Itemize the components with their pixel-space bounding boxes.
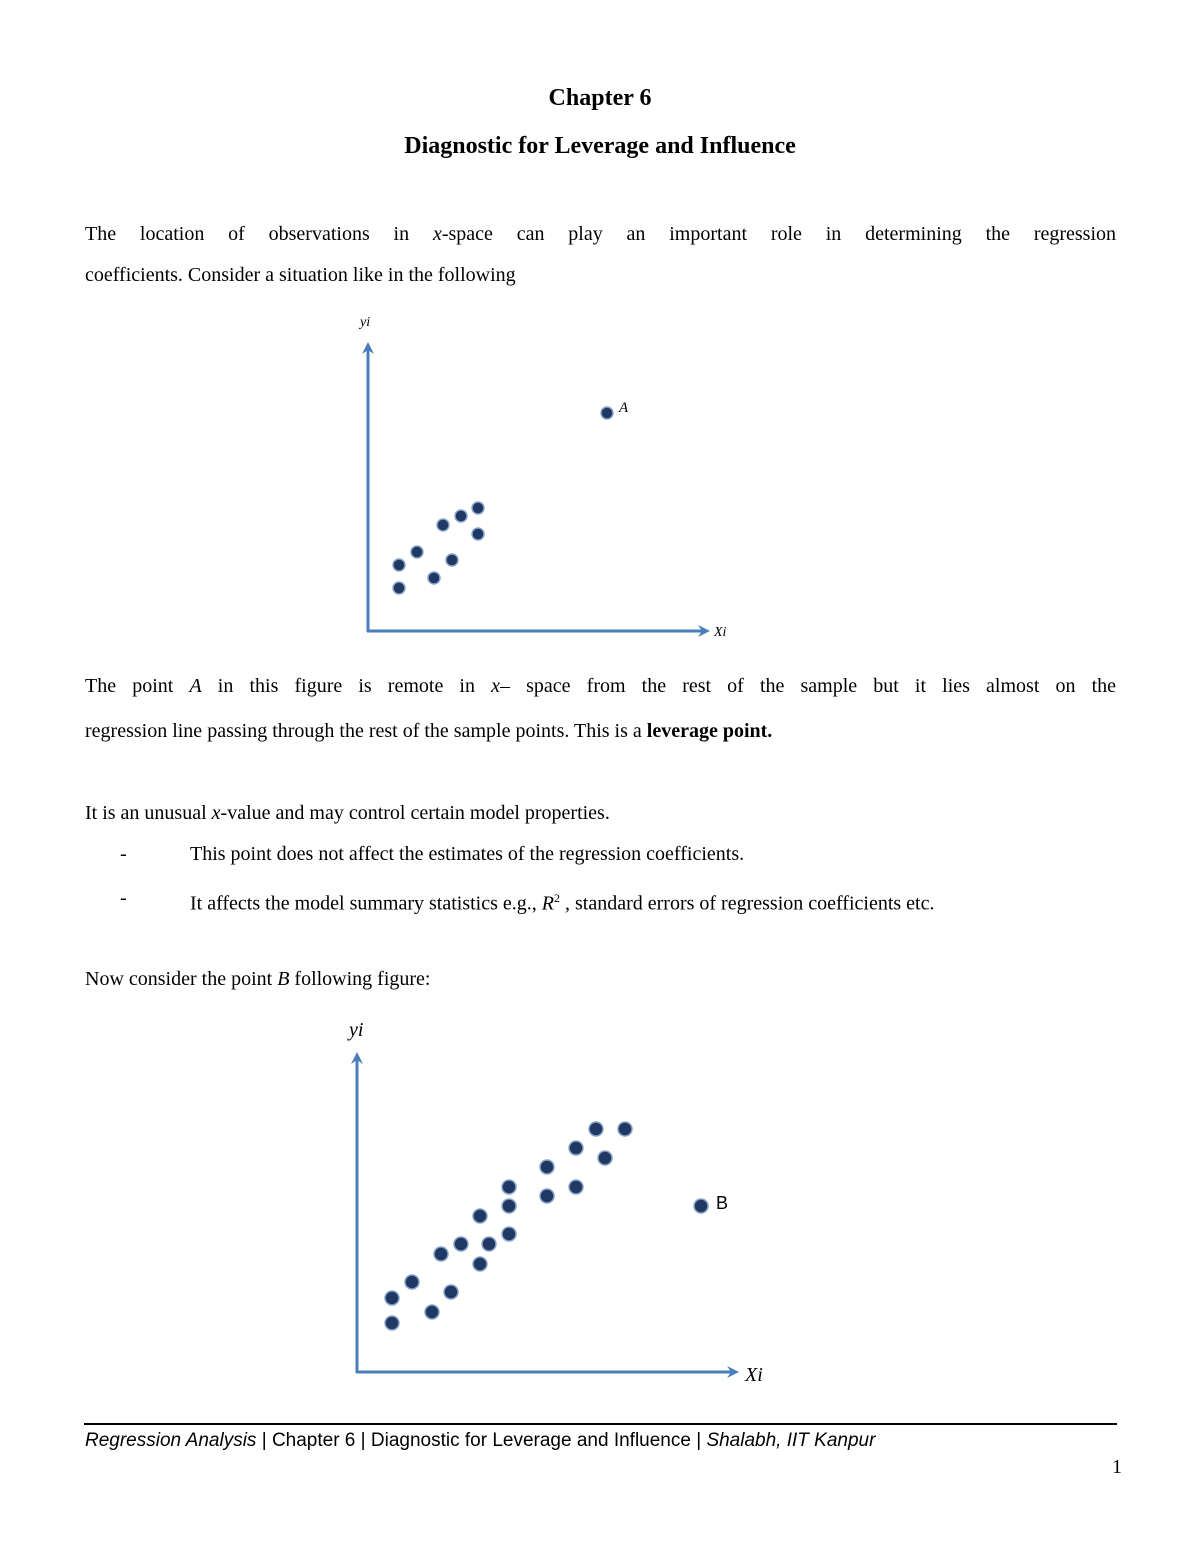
page-title: Diagnostic for Leverage and Influence [404,133,796,159]
para4-text-b: following figure: [294,968,431,990]
fig2-points-point-19 [589,1122,603,1136]
fig1-x-label: Xi [714,625,727,640]
bullet-dash: - [120,843,127,865]
para2-line2-text: regression line passing through the rest of the sample points. This is a [85,720,642,742]
para2-text-b: in this figure is remote in [217,675,475,697]
footer-topic: Diagnostic for Leverage and Influence [370,1430,691,1451]
fig2-x-label: Xi [745,1364,763,1386]
fig2-y-label: yi [349,1019,364,1041]
fig2-points-point-18 [598,1151,612,1165]
fig2-point-label-b: B [716,1193,729,1213]
fig2-points-point-14 [540,1189,554,1203]
footer-separator: | [261,1430,267,1451]
fig2-points-point-20 [618,1122,632,1136]
x-variable: x [432,223,442,245]
r-squared-var: R [541,892,554,915]
var-x: x [491,675,501,697]
fig2-points-point-8 [473,1257,487,1271]
footer-course: Regression Analysis [85,1430,257,1451]
fig2-points-point-9 [482,1237,496,1251]
footer [85,1430,875,1452]
fig2-points-point-6 [434,1247,448,1261]
fig1-point-label-a: A [619,400,629,416]
page-number: 1 [1112,1456,1122,1478]
bullet-2-text-b: , standard errors of regression coefficients etc. [565,892,935,915]
footer-author: Shalabh, IIT Kanpur [706,1430,876,1451]
bullet-dash: - [120,887,127,909]
fig2-points-point-21 [694,1199,708,1213]
footer-separator: | [696,1430,702,1451]
para2-text-a: The point [85,675,174,697]
intro-text-b: -space can play an important role in determining the regression [441,223,1117,245]
fig2-points-point-10 [502,1227,516,1241]
fig2-points-point-17 [569,1141,583,1155]
fig1-y-label: yi [360,315,371,330]
r-squared-exp: 2 [554,891,560,905]
fig2-points-point-7 [454,1237,468,1251]
fig2-points-point-11 [473,1209,487,1223]
fig2-points-point-16 [569,1180,583,1194]
fig2-points-point-13 [502,1180,516,1194]
fig2-points-point-3 [405,1275,419,1289]
intro-text-a: The location of observations in [85,223,410,245]
bullet-2-text-a: It affects the model summary statistics e.g., [190,892,537,915]
fig2-points-point-1 [385,1316,399,1330]
fig2-points-point-15 [540,1160,554,1174]
leverage-point-term: leverage point. [646,720,773,742]
var-x: x [211,802,221,824]
intro-line-2: coefficients. Consider a situation like in the following [85,264,516,286]
bullet-1: This point does not affect the estimates of the regression coefficients. [190,843,745,865]
fig2-points-point-12 [502,1199,516,1213]
para3-text-a: It is an unusual [85,802,207,824]
footer-separator: | [360,1430,366,1451]
fig2-points [385,1122,708,1330]
var-b: B [277,968,290,990]
para4-text-a: Now consider the point [85,968,273,990]
para3-text-b: -value and may control certain model properties. [220,802,610,824]
footer-rule [84,1423,1117,1425]
fig2-points-point-2 [385,1291,399,1305]
para2-text-c: – space from the rest of the sample but it lies almost on the [500,675,1117,697]
var-a: A [189,675,202,697]
fig2-points-point-4 [425,1305,439,1319]
footer-chapter: Chapter 6 [271,1430,356,1451]
chapter-heading: Chapter 6 [548,85,652,111]
fig2-points-point-5 [444,1285,458,1299]
